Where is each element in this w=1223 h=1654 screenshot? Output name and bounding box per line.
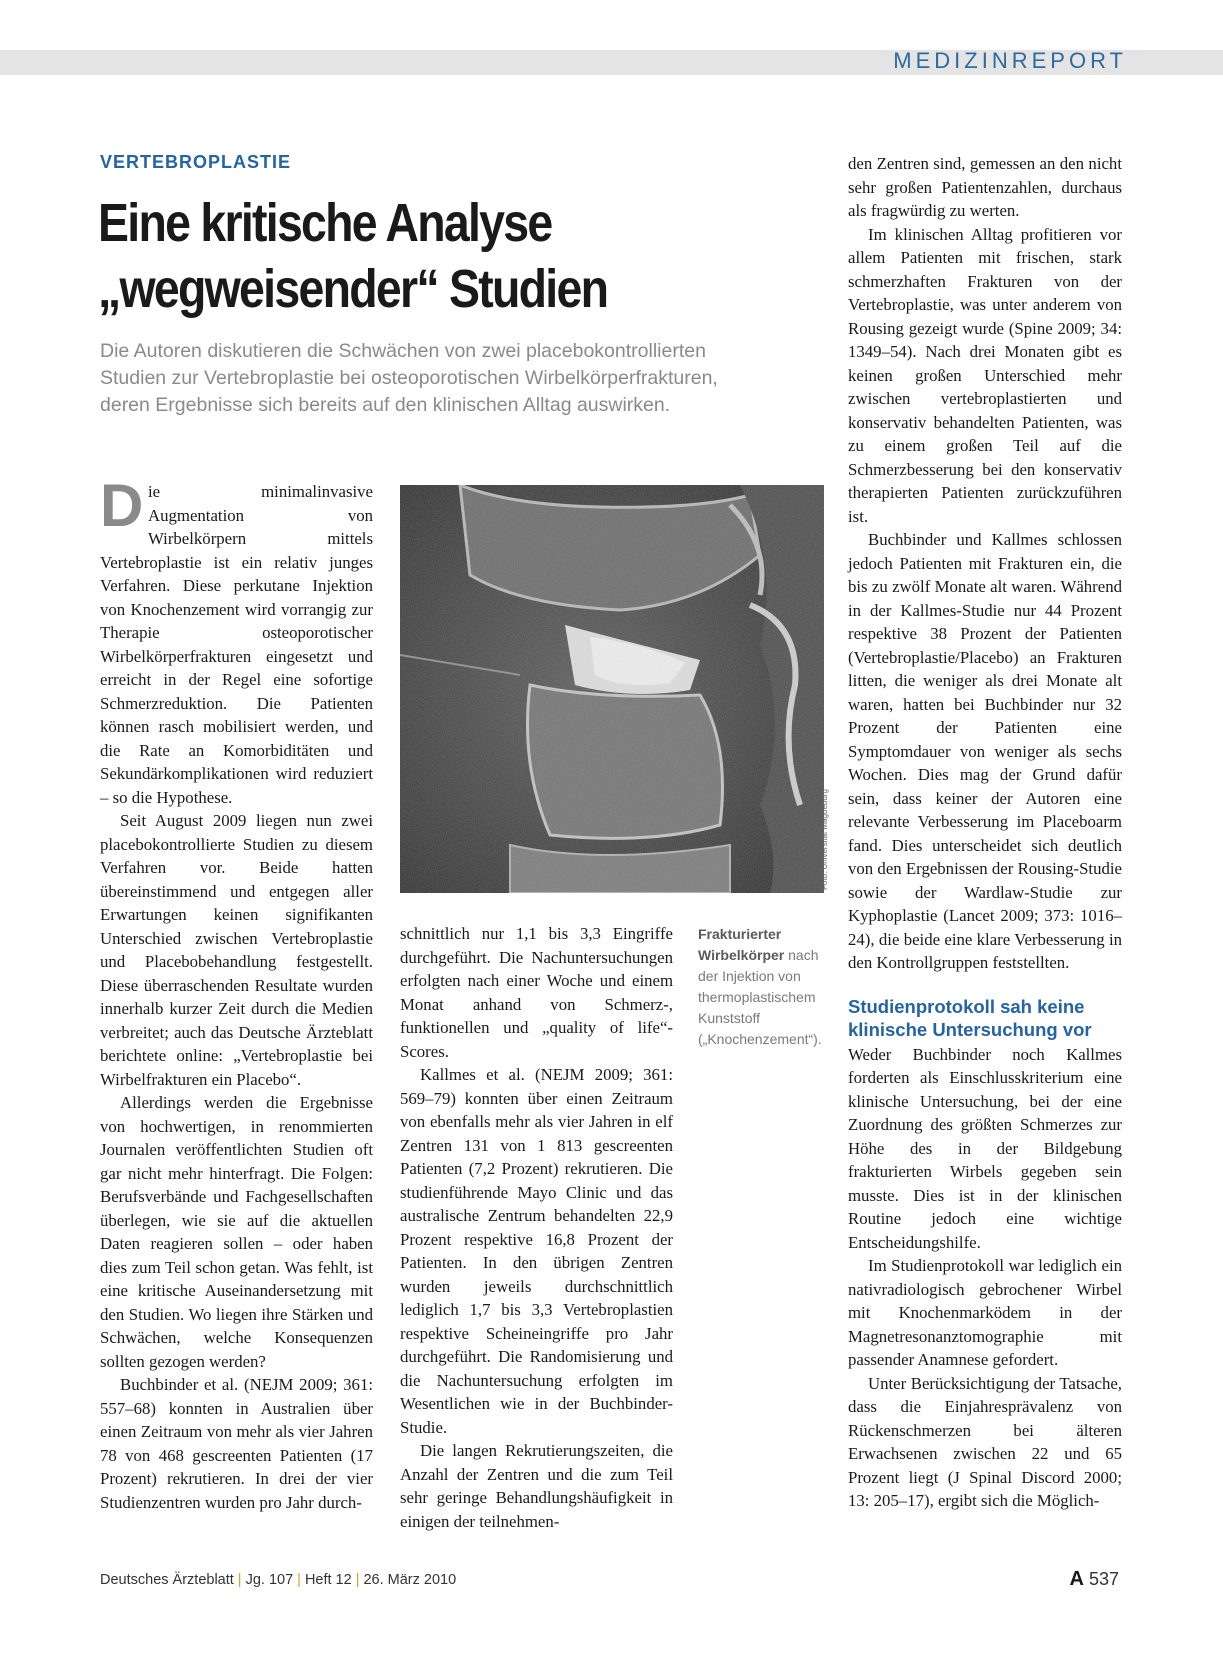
title-line-1: Eine kritische Analyse (98, 193, 552, 253)
text-column-2 (400, 922, 673, 1533)
paragraph: Seit August 2009 liegen nun zwei placebokontrollierte Studien zu diesem Verfahren vor. Beide hatten übereinstimmend und entgegen aller Erwartungen keinen signifikanten Unterschied zwischen Vertebroplastie und Placebobehandlung festgestellt. Diese überraschenden Resultate wurden innerhalb kurzer Zeit durch die Medien verbreitet; auch das Deutsche Ärzteblatt berichtete online: „Vertebroplastie bei Wirbelfrakturen ein Placebo“. (100, 811, 373, 1089)
paragraph: den Zentren sind, gemessen an den nicht sehr großen Patientenzahlen, durchaus als fragwürdig zu werten. (848, 154, 1122, 220)
paragraph: Im klinischen Alltag profitieren vor allem Patienten mit frischen, stark schmerzhaften Frakturen von der Vertebroplastie, was unter anderem von Rousing gezeigt wurde (Spine 2009; 34: 1349–54). Nach drei Monaten gibt es keinen großen Unterschied mehr zwischen vertebroplastierten und konservativ behandelten Patienten, was zu einem großen Teil auf die Schmerzbesserung bei den konservativ therapierten Patienten zurückzuführen ist. (848, 224, 1122, 526)
footer-citation (100, 1572, 456, 1588)
drop-cap: D (100, 472, 144, 539)
divider: | (355, 1572, 360, 1588)
paragraph: Buchbinder und Kallmes schlossen jedoch Patienten mit Frakturen ein, die bis zu zwölf Monate alt waren. Während in der Kallmes-Studie nur 44 Prozent respektive 38 Prozent der Patienten (Vertebroplastie/Placebo) an Frakturen litten, die weniger als drei Monate alt waren, hatten bei Buchbinder nur 32 Prozent der Patienten eine Symptomdauer von weniger als sechs Wochen. Dies mag der Grund dafür sein, dass keiner der Autoren eine relevante Verbesserung im Placeboarm fand. Dies unterscheidet sich deutlich von den Ergebnissen der Rousing-Studie sowie der Wardlaw-Studie zur Kyphoplastie (Lancet 2009; 373: 1016–24), die beide eine klare Verbesserung in den Kontrollgruppen feststellten. (848, 530, 1122, 972)
paragraph: Weder Buchbinder noch Kallmes forderten als Einschlusskriterium eine klinische Untersuchung, bei der eine Zuordnung des größten Schmerzes zur Höhe des in der Bildgebung frakturierten Wirbels gegeben sein musste. Dies ist in der klinischen Routine jedoch eine wichtige Entscheidungshilfe. (848, 1044, 1122, 1252)
caption-text: nach der Injektion von thermoplastischem Kunststoff („Knochenzement“). (698, 947, 822, 1047)
paragraph: Allerdings werden die Ergebnisse von hochwertigen, in renommierten Journalen veröffentlichten Studien oft gar nicht mehr hinterfragt. Die Folgen: Berufsverbände und Fachgesellschaften überlegen, wie sie auf die aktuellen Daten reagieren sollen – oder haben dies zum Teil schon getan. Was fehlt, ist eine kritische Auseinandersetzung mit den Studien. Wo liegen ihre Stärken und Schwächen, welche Konsequenzen sollten gezogen werden? (100, 1093, 373, 1371)
standfirst-line-2: Studien zur Vertebroplastie bei osteoporotischen Wirbelkörperfrakturen, (100, 367, 718, 389)
paragraph: Unter Berücksichtigung der Tatsache, dass die Einjahresprävalenz von Rückenschmerzen bei älteren Erwachsenen zwischen 22 und 65 Prozent liegt (J Spinal Discord 2000; 13: 205–17), ergibt sich die Möglich- (848, 1373, 1122, 1510)
standfirst-line-1: Die Autoren diskutieren die Schwächen von zwei placebokontrollierten (100, 340, 706, 362)
article-title (98, 190, 717, 322)
title-line-2: „wegweisender“ Studien (98, 259, 608, 319)
vertebra-xray-illustration (400, 485, 824, 893)
paragraph: Die langen Rekrutierungszeiten, die Anzahl der Zentren und die zum Teil sehr geringe Behandlungshäufigkeit in einigen der teilnehmen- (400, 1441, 673, 1531)
section-label: MEDIZINREPORT (893, 48, 1127, 73)
photo-credit: Foto: Universität Magdeburg (820, 789, 829, 890)
issue: Heft 12 (304, 1572, 352, 1588)
article-kicker: VERTEBROPLASTIE (100, 152, 292, 172)
figure-caption (698, 924, 828, 1050)
divider: | (237, 1572, 242, 1588)
page-number-value: 537 (1088, 1569, 1119, 1589)
paragraph: schnittlich nur 1,1 bis 3,3 Eingriffe durchgeführt. Die Nachuntersuchungen erfolgten nach einer Woche und einem Monat anhand von Schmerz-, funktionellen und „quality of life“-Scores. (400, 924, 673, 1061)
text-column-1 (100, 472, 373, 1514)
paragraph: Kallmes et al. (NEJM 2009; 361: 569–79) konnten über einen Zeitraum von ebenfalls mehr als vier Jahren in elf Zentren 131 von 1 813 gescreenten Patienten (7,2 Prozent) rekrutieren. Die studienführende Mayo Clinic und das australische Zentrum behandelten 22,9 Prozent respektive 16,8 Prozent der Patienten. In den übrigen Zentren wurden jeweils durchschnittlich lediglich 1,7 bis 3,3 Vertebroplastien respektive Scheineingriffe pro Jahr durchgeführt. Die Randomisierung und die Nachuntersuchung erfolgten im Wesentlichen wie in der Buchbinder-Studie. (400, 1065, 673, 1437)
paragraph-text: ie minimalinvasive Augmentation von Wirbelkörpern mittels Vertebroplastie ist ein relativ junges Verfahren. Diese perkutane Injektion von Knochenzement wird vorrangig zur Therapie osteoporotischer Wirbelkörperfrakturen eingesetzt und erreicht in der Regel eine sofortige Schmerzreduktion. Die Patienten können rasch mobilisiert werden, und die Rate an Komorbiditäten und Sekundärkomplikationen wird reduziert – so die Hypothese. (100, 482, 373, 807)
paragraph: Buchbinder et al. (NEJM 2009; 361: 557–68) konnten in Australien über einen Zeitraum von mehr als vier Jahren 78 von 468 gescreenten Patienten (17 Prozent) rekrutieren. In drei der vier Studienzentren wurden pro Jahr durch- (100, 1375, 373, 1512)
page-number (1069, 1568, 1119, 1591)
journal-name: Deutsches Ärzteblatt (100, 1572, 234, 1588)
divider: | (297, 1572, 301, 1588)
article-standfirst (100, 338, 830, 419)
issue-date: 26. März 2010 (363, 1572, 457, 1588)
volume: Jg. 107 (245, 1572, 294, 1588)
xray-image (400, 485, 824, 893)
subheading: Studienprotokoll sah keine klinische Untersuchung vor (848, 995, 1092, 1040)
paragraph (100, 472, 373, 809)
text-column-3 (848, 152, 1122, 1513)
standfirst-line-3: deren Ergebnisse sich bereits auf den klinischen Alltag auswirken. (100, 394, 671, 416)
paragraph: Im Studienprotokoll war lediglich ein nativradiologisch gebrochener Wirbel mit Knochenmarködem in der Magnetresonanztomographie mit passender Anamnese gefordert. (848, 1256, 1122, 1369)
page-prefix: A (1069, 1568, 1084, 1590)
caption-bold: Frakturierter Wirbelkörper (698, 926, 785, 963)
